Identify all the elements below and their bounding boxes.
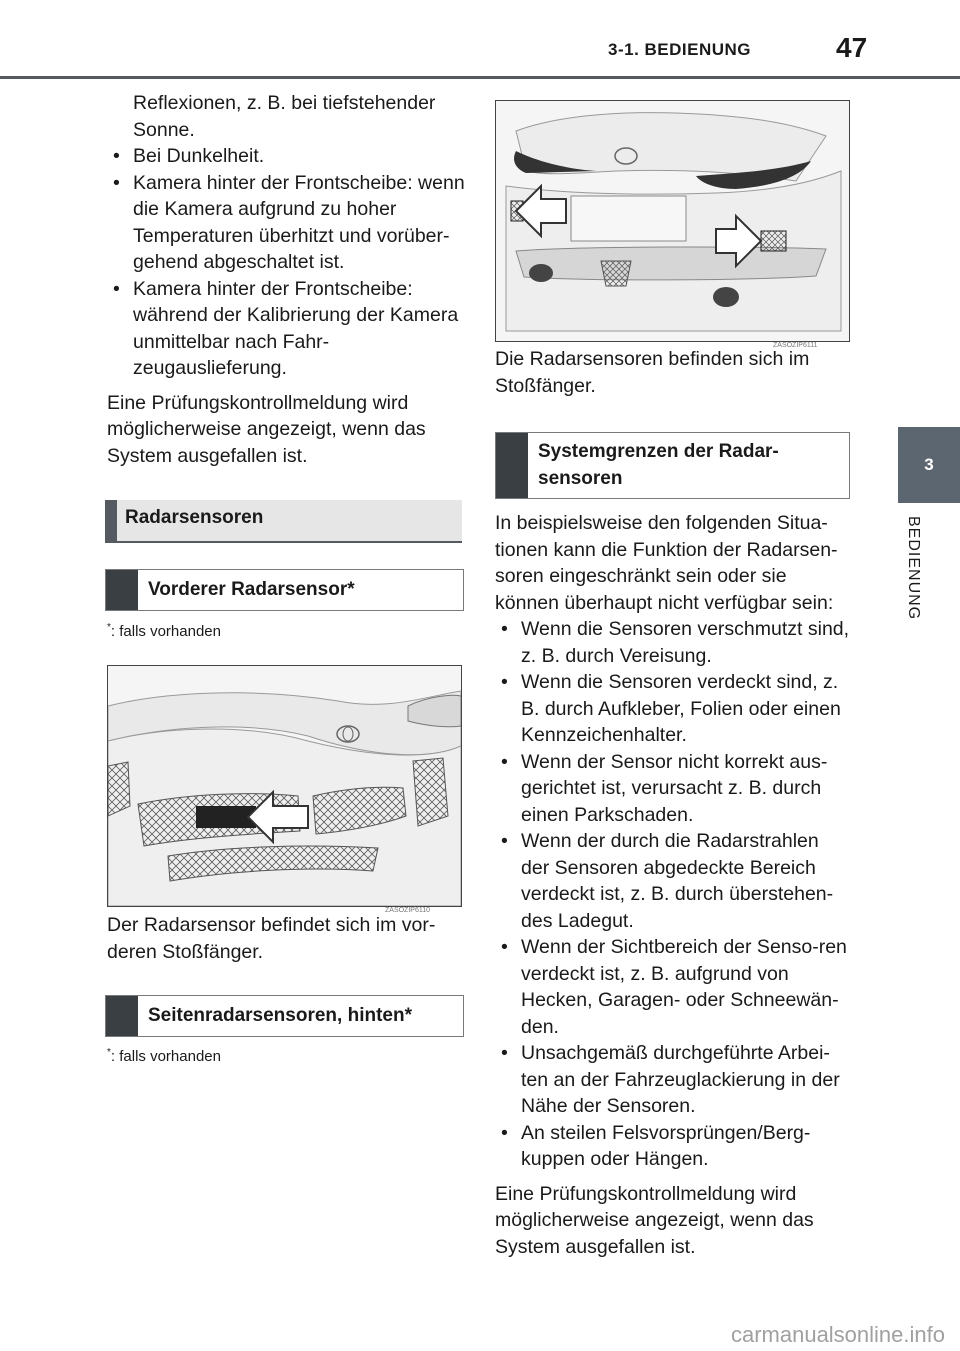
system-limits-body (495, 510, 851, 1260)
camera-limit-list (107, 143, 467, 382)
subheading-title-line1: Systemgrenzen der Radar- (538, 441, 779, 462)
footnote-text: : falls vorhanden (110, 1048, 221, 1065)
subheading-front-radar (105, 569, 464, 611)
footnote-mark: * (107, 1047, 111, 1058)
list-item: • An steilen Felsvorsprüngen/Berg-kuppen oder Hängen. (495, 1120, 851, 1173)
continued-item: Reflexionen, z. B. bei tiefstehender Sonne. (133, 92, 436, 141)
front-bumper-illustration (107, 665, 462, 907)
section-heading-radarsensoren (105, 500, 462, 543)
subheading-title: Vorderer Radarsensor* (148, 579, 355, 600)
list-item: • Wenn der durch die Radarstrahlen der Sensoren abgedeckte Bereich verdeckt ist, z. B. durch überstehen-des Ladegut. (495, 828, 851, 934)
left-column-intro (107, 90, 467, 469)
list-item: • Wenn die Sensoren verschmutzt sind, z. B. durch Vereisung. (495, 616, 851, 669)
rear-bumper-illustration (495, 100, 850, 342)
list-item: • Kamera hinter der Frontscheibe: wenn die Kamera aufgrund zu hoher Temperaturen überhitzt und vorüber-gehend abgeschaltet ist. (107, 170, 467, 276)
footnote-text: : falls vorhanden (110, 623, 221, 640)
section-title: Radarsensoren (125, 507, 264, 528)
rear-caption: Die Radarsensoren befinden sich im Stoßfänger. (495, 348, 810, 397)
page-number: 47 (836, 32, 868, 63)
subheading-accent (106, 996, 138, 1036)
list-item: • Wenn der Sichtbereich der Senso-ren verdeckt ist, z. B. aufgrund von Hecken, Garagen- oder Schneewän-den. (495, 934, 851, 1040)
section-accent (105, 500, 117, 541)
limits-intro: In beispielsweise den folgenden Situa-tionen kann die Funktion der Radarsen-soren eingeschränkt sein oder sie können überhaupt nicht verfügbar sein: (495, 512, 838, 614)
figure-id-rear: ZASOZIP6111 (773, 342, 818, 349)
subheading-title-line2: sensoren (538, 468, 623, 489)
list-item: • Unsachgemäß durchgeführte Arbei-ten an der Fahrzeuglackierung in der Nähe der Sensoren. (495, 1040, 851, 1120)
chapter-tab-label: BEDIENUNG (905, 516, 922, 621)
footnote-rear (107, 1047, 221, 1065)
radar-limit-list (495, 616, 851, 1173)
rear-car-drawing (496, 101, 849, 341)
footnote-front (107, 622, 221, 640)
site-watermark: carmanualsonline.info (730, 1322, 945, 1347)
check-message-note: Eine Prüfungskontrollmeldung wird möglicherweise angezeigt, wenn das System ausgefallen ist. (107, 391, 426, 467)
subheading-accent (496, 433, 528, 498)
front-car-drawing (108, 666, 461, 906)
header-divider (0, 76, 960, 79)
subheading-title: Seitenradarsensoren, hinten* (148, 1005, 412, 1026)
list-item: • Kamera hinter der Frontscheibe: während der Kalibrierung der Kamera unmittelbar nach Fahr-zeugauslieferung. (107, 276, 467, 382)
running-header-section: 3-1. BEDIENUNG (608, 40, 752, 59)
list-item: • Wenn der Sensor nicht korrekt aus-gerichtet ist, verursacht z. B. durch einen Parkschaden. (495, 749, 851, 829)
list-item: • Bei Dunkelheit. (107, 143, 467, 170)
chapter-tab: 3 (898, 427, 960, 503)
subheading-rear-side-radar (105, 995, 464, 1037)
subheading-title (538, 438, 779, 492)
subheading-accent (106, 570, 138, 610)
list-item: • Wenn die Sensoren verdeckt sind, z. B. durch Aufkleber, Folien oder einen Kennzeichenhalter. (495, 669, 851, 749)
limits-note: Eine Prüfungskontrollmeldung wird möglicherweise angezeigt, wenn das System ausgefallen ist. (495, 1182, 814, 1258)
front-caption: Der Radarsensor befindet sich im vor-deren Stoßfänger. (107, 914, 436, 963)
subheading-system-limits (495, 432, 850, 499)
figure-id-front: ZASOZIP6110 (385, 907, 431, 914)
footnote-mark: * (107, 622, 111, 633)
